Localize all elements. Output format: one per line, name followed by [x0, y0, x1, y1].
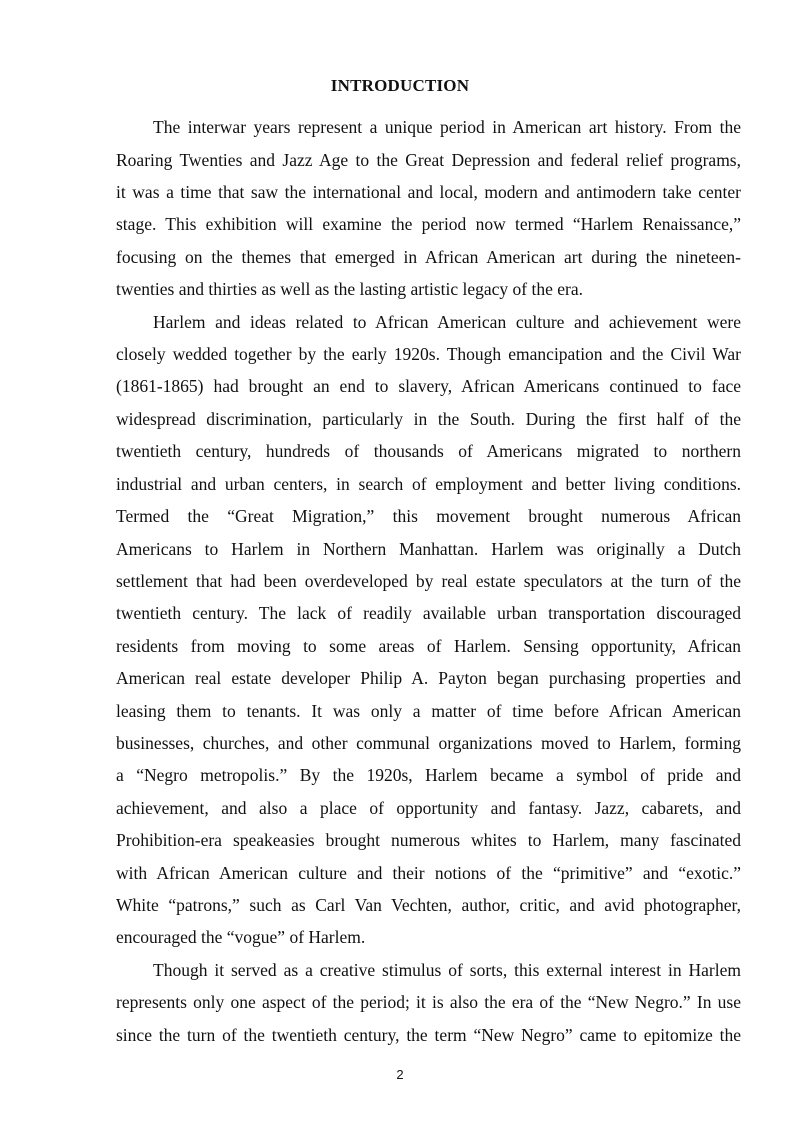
text-line: achievement, and also a place of opportunity and fantasy. Jazz, cabarets, and	[116, 798, 741, 818]
text-line: Harlem and ideas related to African American culture and achievement were	[153, 312, 741, 332]
text-line: with African American culture and their notions of the “primitive” and “exotic.”	[116, 863, 741, 883]
text-line: closely wedded together by the early 1920s. Though emancipation and the Civil War	[116, 344, 741, 364]
text-line: Roaring Twenties and Jazz Age to the Great Depression and federal relief programs,	[116, 150, 741, 170]
text-line: American real estate developer Philip A. Payton began purchasing properties and	[116, 668, 741, 688]
text-line: focusing on the themes that emerged in African American art during the nineteen-	[116, 247, 741, 267]
text-line: encouraged the “vogue” of Harlem.	[116, 927, 366, 947]
page-number: 2	[396, 1067, 404, 1082]
text-line: White “patrons,” such as Carl Van Vechten, author, critic, and avid photographer,	[116, 895, 741, 915]
text-line: represents only one aspect of the period; it is also the era of the “New Negro.” In use	[116, 992, 741, 1012]
text-line: (1861-1865) had brought an end to slavery, African Americans continued to face	[116, 376, 741, 396]
text-line: a “Negro metropolis.” By the 1920s, Harlem became a symbol of pride and	[116, 765, 741, 785]
text-line: Americans to Harlem in Northern Manhattan. Harlem was originally a Dutch	[116, 539, 741, 559]
text-line: Termed the “Great Migration,” this movement brought numerous African	[116, 506, 741, 526]
text-line: since the turn of the twentieth century, the term “New Negro” came to epitomize the	[116, 1025, 741, 1045]
text-line: twentieth century. The lack of readily available urban transportation discouraged	[116, 603, 741, 623]
section-heading: INTRODUCTION	[330, 76, 470, 95]
text-line: Though it served as a creative stimulus of sorts, this external interest in Harlem	[153, 960, 741, 980]
text-line: leasing them to tenants. It was only a matter of time before African American	[116, 701, 741, 721]
text-line: The interwar years represent a unique period in American art history. From the	[153, 117, 741, 137]
text-line: twentieth century, hundreds of thousands of Americans migrated to northern	[116, 441, 741, 461]
text-line: settlement that had been overdeveloped by real estate speculators at the turn of the	[116, 571, 741, 591]
text-line: widespread discrimination, particularly in the South. During the first half of the	[116, 409, 741, 429]
text-line: stage. This exhibition will examine the period now termed “Harlem Renaissance,”	[116, 214, 741, 234]
text-line: it was a time that saw the international and local, modern and antimodern take center	[116, 182, 741, 202]
text-line: twenties and thirties as well as the lasting artistic legacy of the era.	[116, 279, 583, 299]
text-line: businesses, churches, and other communal organizations moved to Harlem, forming	[116, 733, 741, 753]
text-line: residents from moving to some areas of Harlem. Sensing opportunity, African	[116, 636, 741, 656]
text-line: Prohibition-era speakeasies brought numerous whites to Harlem, many fascinated	[116, 830, 741, 850]
text-line: industrial and urban centers, in search of employment and better living conditions.	[116, 474, 741, 494]
